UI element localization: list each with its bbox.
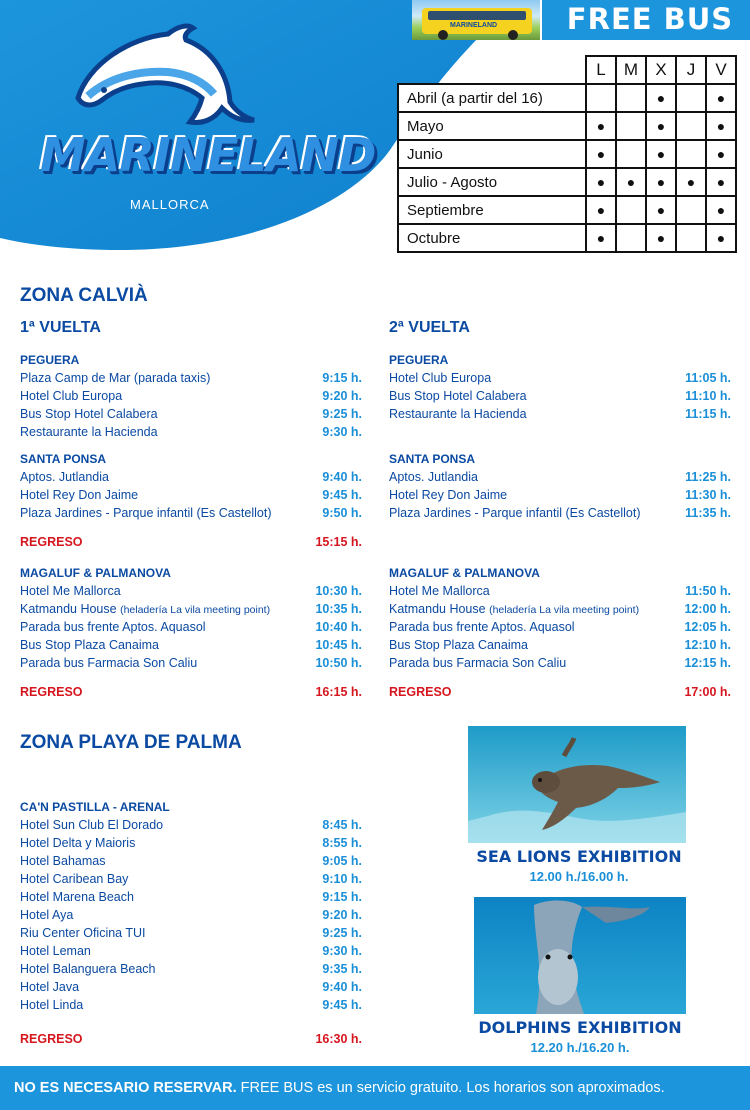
stop-time: 9:20 h.: [322, 908, 362, 922]
month-cell: Junio: [398, 140, 586, 168]
dolphin-photo: [474, 897, 686, 1014]
day-cell: ●: [676, 168, 706, 196]
stop-time: 12:05 h.: [684, 620, 731, 634]
day-cell: ●: [706, 140, 736, 168]
zone-calvia-title: ZONA CALVIÀ: [20, 285, 148, 306]
day-header: X: [646, 56, 676, 84]
list-item: [20, 582, 362, 600]
stop-time: 9:45 h.: [322, 488, 362, 502]
stop-time: 9:25 h.: [322, 926, 362, 940]
sea-lions-time: 12.00 h./16.00 h.: [529, 869, 629, 884]
list-item: [20, 636, 362, 654]
month-cell: Septiembre: [398, 196, 586, 224]
day-cell: ●: [616, 168, 646, 196]
vuelta-2-title: 2ª VUELTA: [389, 319, 470, 336]
regreso-label: REGRESO: [389, 685, 452, 699]
stop-name: Hotel Delta y Maioris: [20, 836, 136, 850]
month-cell: Abril (a partir del 16): [398, 84, 586, 112]
stop-name: Plaza Jardines - Parque infantil (Es Castellot): [389, 506, 641, 520]
stop-name: Parada bus Farmacia Son Caliu: [20, 656, 198, 670]
day-cell: [616, 112, 646, 140]
list-item: [389, 618, 731, 636]
stop-name: Hotel Caribean Bay: [20, 872, 129, 886]
list-item: [20, 960, 362, 978]
day-cell: ●: [646, 168, 676, 196]
stop-time: 11:15 h.: [685, 407, 731, 421]
stop-time: 10:40 h.: [315, 620, 362, 634]
stop-time: 9:15 h.: [322, 371, 362, 385]
regreso-label: REGRESO: [20, 1032, 83, 1046]
list-item: [389, 600, 731, 618]
stop-name: Hotel Club Europa: [389, 371, 492, 385]
list-item: [389, 582, 731, 600]
day-cell: ●: [706, 168, 736, 196]
list-item: [20, 405, 362, 423]
stop-time: 9:40 h.: [322, 980, 362, 994]
stop-time: 8:55 h.: [322, 836, 362, 850]
v1-regreso-1: [20, 535, 362, 549]
day-cell: ●: [706, 196, 736, 224]
regreso-label: REGRESO: [20, 685, 83, 699]
day-cell: ●: [586, 112, 616, 140]
stop-time: 9:25 h.: [322, 407, 362, 421]
day-cell: [616, 84, 646, 112]
list-item: [389, 486, 731, 504]
palma-arenal-group: [20, 799, 362, 1014]
list-item: [389, 387, 731, 405]
list-item: [20, 906, 362, 924]
free-bus-title: FREE BUS: [566, 2, 734, 36]
list-item: [20, 942, 362, 960]
bus-wheel-icon: [438, 30, 448, 40]
day-header: L: [586, 56, 616, 84]
day-cell: ●: [646, 140, 676, 168]
list-item: [20, 924, 362, 942]
list-item: [20, 486, 362, 504]
group-title: PEGUERA: [389, 353, 449, 367]
stop-time: 10:35 h.: [315, 602, 362, 616]
stop-name: Bus Stop Hotel Calabera: [389, 389, 527, 403]
bus-window: [428, 11, 526, 20]
stop-name: Aptos. Jutlandia: [389, 470, 478, 484]
stop-name: Hotel Sun Club El Dorado: [20, 818, 164, 832]
footer-note: [0, 1066, 750, 1110]
stop-name: Hotel Marena Beach: [20, 890, 134, 904]
day-cell: ●: [646, 84, 676, 112]
zone-palma-title: ZONA PLAYA DE PALMA: [20, 732, 242, 753]
list-item: [20, 834, 362, 852]
stop-time: 11:05 h.: [685, 371, 731, 385]
group-title: MAGALUF & PALMANOVA: [20, 566, 171, 580]
day-cell: ●: [646, 112, 676, 140]
sea-lion-icon: [468, 726, 686, 843]
stop-name: [20, 600, 270, 618]
list-item: [20, 852, 362, 870]
stop-time: 12:00 h.: [684, 602, 731, 616]
stop-name: Hotel Balanguera Beach: [20, 962, 156, 976]
day-cell: ●: [586, 168, 616, 196]
stop-name: Plaza Camp de Mar (parada taxis): [20, 371, 211, 385]
day-cell: [676, 84, 706, 112]
list-item: [389, 405, 731, 423]
stop-time: 12:10 h.: [684, 638, 731, 652]
day-cell: [616, 224, 646, 252]
table-row: [398, 168, 736, 196]
group-title: CA'N PASTILLA - ARENAL: [20, 800, 170, 814]
day-header: M: [616, 56, 646, 84]
day-cell: [616, 140, 646, 168]
stop-time: 9:30 h.: [322, 944, 362, 958]
stop-name: Hotel Club Europa: [20, 389, 123, 403]
group-title: SANTA PONSA: [20, 452, 107, 466]
stop-note: (heladería La vila meeting point): [120, 604, 271, 616]
day-cell: [616, 196, 646, 224]
stop-time: 11:25 h.: [685, 470, 731, 484]
day-cell: ●: [586, 196, 616, 224]
stop-name: Parada bus Farmacia Son Caliu: [389, 656, 567, 670]
stop-time: 9:35 h.: [322, 962, 362, 976]
table-corner: [398, 56, 586, 84]
month-cell: Octubre: [398, 224, 586, 252]
day-cell: ●: [586, 224, 616, 252]
stop-time: 11:10 h.: [685, 389, 731, 403]
v2-peguera-group: [389, 352, 731, 423]
list-item: [389, 369, 731, 387]
stop-time: 9:40 h.: [322, 470, 362, 484]
list-item: [389, 636, 731, 654]
table-header-row: [398, 56, 736, 84]
month-cell: Mayo: [398, 112, 586, 140]
list-item: [20, 504, 362, 522]
stop-name: [389, 600, 639, 618]
bus-wheel-icon: [508, 30, 518, 40]
list-item: [20, 387, 362, 405]
stop-time: 12:15 h.: [684, 656, 731, 670]
stop-place: Katmandu House: [389, 602, 486, 616]
stop-name: Parada bus frente Aptos. Aquasol: [389, 620, 575, 634]
day-header: V: [706, 56, 736, 84]
stop-name: Hotel Rey Don Jaime: [20, 488, 139, 502]
table-row: [398, 112, 736, 140]
list-item: [20, 996, 362, 1014]
stop-name: Parada bus frente Aptos. Aquasol: [20, 620, 206, 634]
list-item: [389, 654, 731, 672]
day-cell: ●: [646, 196, 676, 224]
table-row: [398, 140, 736, 168]
logo-subtitle: MALLORCA: [130, 197, 210, 212]
regreso-time: 17:00 h.: [684, 685, 731, 699]
vuelta-1-title: 1ª VUELTA: [20, 319, 101, 336]
list-item: [20, 978, 362, 996]
list-item: [20, 468, 362, 486]
regreso-time: 15:15 h.: [315, 535, 362, 549]
stop-name: Bus Stop Plaza Canaima: [389, 638, 528, 652]
list-item: [20, 870, 362, 888]
v1-magaluf-group: [20, 565, 362, 672]
day-cell: [676, 112, 706, 140]
dolphins-time: 12.20 h./16.20 h.: [530, 1040, 630, 1055]
stop-name: Restaurante la Hacienda: [389, 407, 527, 421]
table-row: [398, 224, 736, 252]
list-item: [20, 600, 362, 618]
palma-regreso: [20, 1032, 362, 1046]
stop-time: 10:50 h.: [315, 656, 362, 670]
stop-time: 9:05 h.: [322, 854, 362, 868]
stop-name: Bus Stop Plaza Canaima: [20, 638, 159, 652]
bus-sign: MARINELAND: [450, 22, 498, 29]
regreso-time: 16:30 h.: [315, 1032, 362, 1046]
days-schedule-table: [397, 55, 737, 253]
list-item: [389, 468, 731, 486]
stop-name: Hotel Me Mallorca: [20, 584, 121, 598]
footer-text: FREE BUS es un servicio gratuito. Los horarios son aproximados.: [236, 1080, 665, 1096]
table-row: [398, 196, 736, 224]
stop-place: Katmandu House: [20, 602, 117, 616]
v2-santaponsa-group: [389, 451, 731, 522]
list-item: [20, 816, 362, 834]
day-cell: [586, 84, 616, 112]
list-item: [20, 618, 362, 636]
day-cell: [676, 196, 706, 224]
list-item: [20, 369, 362, 387]
day-cell: ●: [706, 224, 736, 252]
stop-time: 9:20 h.: [322, 389, 362, 403]
stop-name: Hotel Leman: [20, 944, 91, 958]
day-cell: [676, 224, 706, 252]
day-cell: ●: [586, 140, 616, 168]
group-title: PEGUERA: [20, 353, 80, 367]
stop-time: 11:35 h.: [685, 506, 731, 520]
day-cell: ●: [706, 112, 736, 140]
day-cell: ●: [706, 84, 736, 112]
stop-time: 9:30 h.: [322, 425, 362, 439]
sea-lion-photo: [468, 726, 686, 843]
list-item: [389, 504, 731, 522]
list-item: [20, 888, 362, 906]
logo-wordmark: MARINELAND: [40, 128, 376, 182]
stop-name: Hotel Rey Don Jaime: [389, 488, 508, 502]
stop-name: Hotel Me Mallorca: [389, 584, 490, 598]
stop-time: 9:45 h.: [322, 998, 362, 1012]
month-cell: Julio - Agosto: [398, 168, 586, 196]
stop-time: 9:10 h.: [322, 872, 362, 886]
sea-lions-title: SEA LIONS EXHIBITION: [476, 847, 682, 866]
footer-bold: NO ES NECESARIO RESERVAR.: [14, 1080, 237, 1096]
stop-time: 8:45 h.: [322, 818, 362, 832]
stop-name: Hotel Java: [20, 980, 80, 994]
stop-name: Riu Center Oficina TUI: [20, 926, 146, 940]
stop-time: 11:30 h.: [685, 488, 731, 502]
day-cell: [676, 140, 706, 168]
v1-regreso-2: [20, 685, 362, 699]
list-item: [20, 654, 362, 672]
stop-name: Restaurante la Hacienda: [20, 425, 158, 439]
v2-regreso-2: [389, 685, 731, 699]
v1-peguera-group: [20, 352, 362, 441]
stop-time: 9:15 h.: [322, 890, 362, 904]
stop-time: 11:50 h.: [685, 584, 731, 598]
dolphin-photo-icon: [474, 897, 686, 1014]
stop-time: 9:50 h.: [322, 506, 362, 520]
stop-name: Hotel Aya: [20, 908, 74, 922]
list-item: [20, 423, 362, 441]
stop-name: Plaza Jardines - Parque infantil (Es Castellot): [20, 506, 272, 520]
stop-name: Bus Stop Hotel Calabera: [20, 407, 158, 421]
regreso-time: 16:15 h.: [315, 685, 362, 699]
table-row: [398, 84, 736, 112]
v2-magaluf-group: [389, 565, 731, 672]
marineland-logo: [18, 20, 376, 212]
day-cell: ●: [646, 224, 676, 252]
regreso-label: REGRESO: [20, 535, 83, 549]
stop-name: Hotel Linda: [20, 998, 84, 1012]
stop-name: Hotel Bahamas: [20, 854, 106, 868]
stop-time: 10:30 h.: [315, 584, 362, 598]
day-header: J: [676, 56, 706, 84]
bus-photo: [412, 0, 542, 40]
group-title: SANTA PONSA: [389, 452, 476, 466]
stop-name: Aptos. Jutlandia: [20, 470, 109, 484]
stop-note: (heladería La vila meeting point): [489, 604, 640, 616]
group-title: MAGALUF & PALMANOVA: [389, 566, 540, 580]
stop-time: 10:45 h.: [315, 638, 362, 652]
v1-santaponsa-group: [20, 451, 362, 522]
dolphins-title: DOLPHINS EXHIBITION: [478, 1018, 682, 1037]
